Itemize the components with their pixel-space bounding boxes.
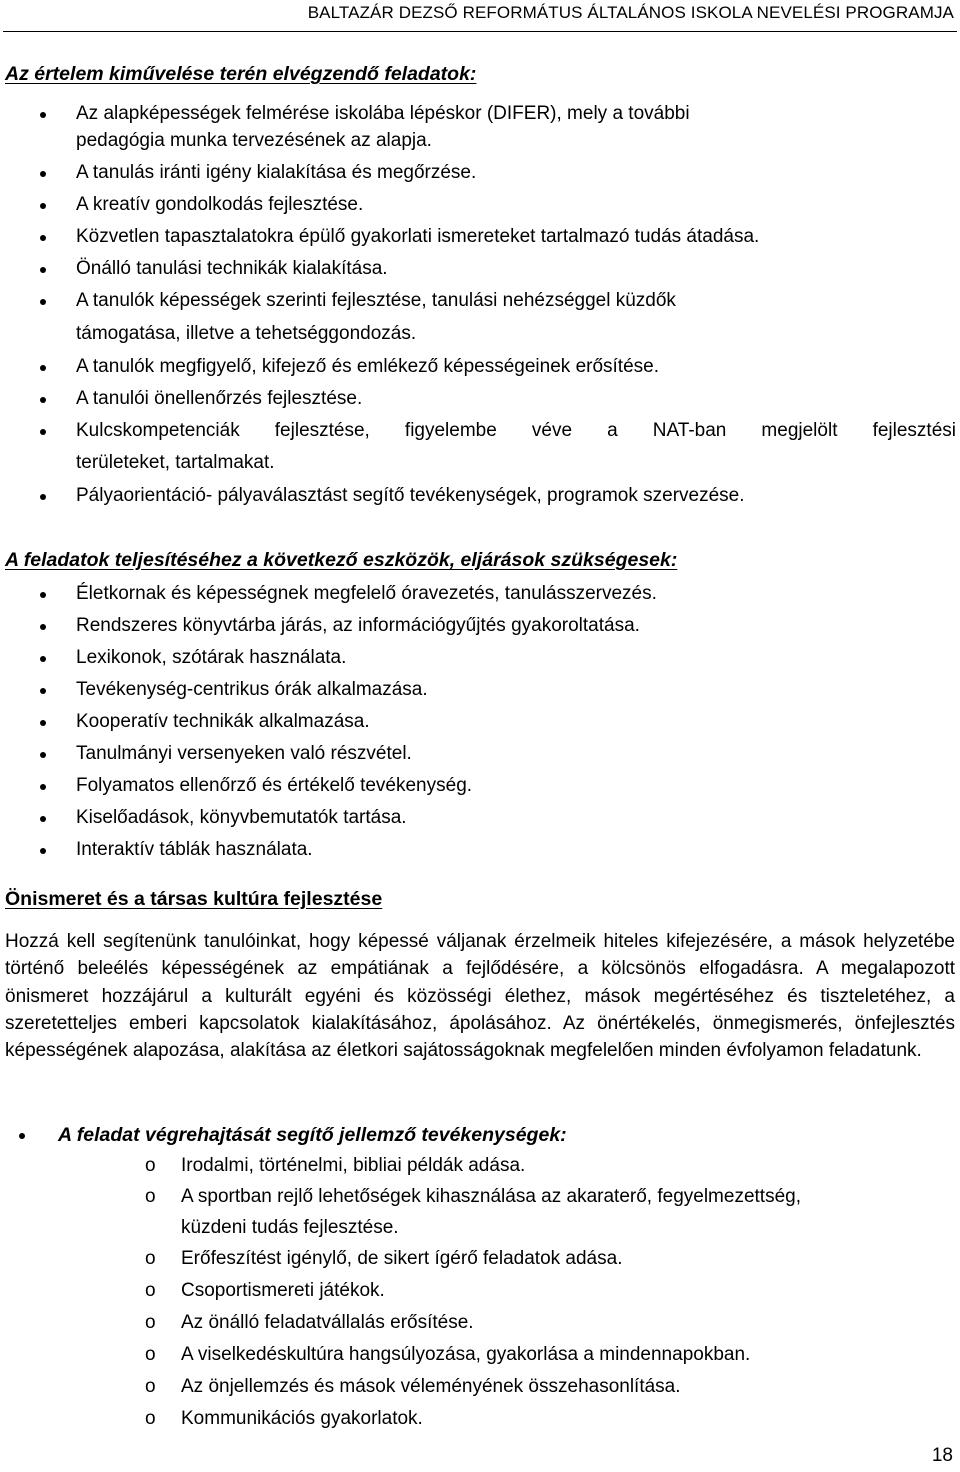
list-item-text: Kulcskompetenciák fejlesztése, figyelembe véve a NAT-ban megjelölt fejlesztési <box>76 420 956 441</box>
circle-bullet-icon: o <box>145 1312 156 1333</box>
section-title: A feladatok teljesítéséhez a következő eszközök, eljárások szükségesek: <box>5 549 678 571</box>
list-item: A tanulás iránti igény kialakítása és megőrzése. <box>0 157 960 189</box>
list-item-text: A viselkedéskultúra hangsúlyozása, gyakorlása a mindennapokban. <box>181 1344 751 1365</box>
activities-list <box>0 1150 960 1435</box>
body-paragraph: Hozzá kell segítenünk tanulóinkat, hogy képessé váljanak érzelmeik hiteles kifejezésére, a mások helyzetébe történő beleélés képességének az empátiának a fejlődésére, a kölcsönös elfogadásra. A megalapozott önismeret hozzájárul a kulturált egyéni és közösségi élethez, mások megértéséhez és tiszteletéhez, a szeretetteljes emberi kapcsolatok kialakításához, ápolásához. Az önértékelés, önmegismerés, önfejlesztés képességének alapozása, alakítása az életkori sajátosságoknak megfelelően minden évfolyamon feladatunk. <box>5 931 955 1062</box>
list-item: A tanulók képességek szerinti fejlesztése, tanulási nehézséggel küzdők <box>0 285 960 317</box>
list-item-text: A sportban rejlő lehetőségek kihasználása az akaraterő, fegyelmezettség, <box>181 1186 801 1207</box>
circle-bullet-icon: o <box>145 1186 156 1207</box>
list-item <box>0 1150 960 1181</box>
list-item <box>0 1275 960 1307</box>
section-intellect-list-2 <box>0 157 960 317</box>
section-intellect-tasks <box>0 58 960 90</box>
section-intellect-list-4 <box>0 480 960 512</box>
bullet-list <box>0 157 960 317</box>
activities-subheading: A feladat végrehajtását segítő jellemző tevékenységek: <box>0 1120 960 1150</box>
list-item-continuation: támogatása, illetve a tehetséggondozás. <box>76 323 417 344</box>
list-item-continuation: pedagógia munka tervezésének az alapja. <box>76 130 432 151</box>
list-item: Interaktív táblák használata. <box>0 834 960 866</box>
list-item: Kiselőadások, könyvbemutatók tartása. <box>0 802 960 834</box>
bullet-list <box>0 480 960 512</box>
header-divider <box>3 31 957 32</box>
list-item-text: Az alapképességek felmérése iskolába lépéskor (DIFER), mely a további <box>76 103 690 124</box>
section-tools <box>0 544 960 576</box>
list-item-text: Az önálló feladatvállalás erősítése. <box>181 1312 474 1333</box>
list-item: Folyamatos ellenőrző és értékelő tevékenység. <box>0 770 960 802</box>
list-item <box>0 1403 960 1435</box>
list-item: Kooperatív technikák alkalmazása. <box>0 706 960 738</box>
list-item <box>0 1371 960 1403</box>
list-item: A kreatív gondolkodás fejlesztése. <box>0 189 960 221</box>
sub-bullet-list <box>0 1150 960 1435</box>
document-header-title: BALTAZÁR DEZSŐ REFORMÁTUS ÁLTALÁNOS ISKOLA NEVELÉSI PROGRAMJA <box>307 3 954 22</box>
list-item <box>0 1307 960 1339</box>
section-intellect-list-3 <box>0 351 960 447</box>
section-self-knowledge <box>0 883 960 915</box>
list-item: Önálló tanulási technikák kialakítása. <box>0 253 960 285</box>
list-item <box>0 1339 960 1371</box>
list-item-text: Kommunikációs gyakorlatok. <box>181 1408 423 1429</box>
list-item: Tevékenység-centrikus órák alkalmazása. <box>0 674 960 706</box>
section-title: Önismeret és a társas kultúra fejlesztése <box>5 888 383 910</box>
list-item: Közvetlen tapasztalatokra épülő gyakorlati ismereteket tartalmazó tudás átadása. <box>0 221 960 253</box>
list-item <box>0 1243 960 1275</box>
list-item: Pályaorientáció- pályaválasztást segítő tevékenységek, programok szervezése. <box>0 480 960 512</box>
list-item-continuation <box>0 1212 960 1243</box>
list-item: Életkornak és képességnek megfelelő óravezetés, tanulásszervezés. <box>0 578 960 610</box>
list-item-text: küzdeni tudás fejlesztése. <box>181 1217 399 1238</box>
bullet-list <box>0 578 960 866</box>
list-item-text: Erőfeszítést igénylő, de sikert ígérő feladatok adása. <box>181 1248 623 1269</box>
section-self-knowledge-body <box>0 928 960 1064</box>
page-number: 18 <box>931 1445 953 1466</box>
activities-block <box>0 1120 960 1150</box>
list-item: A tanulói önellenőrzés fejlesztése. <box>0 383 960 415</box>
list-item: Tanulmányi versenyeken való részvétel. <box>0 738 960 770</box>
section-title: Az értelem kiművelése terén elvégzendő feladatok: <box>5 63 477 85</box>
section-tools-list <box>0 578 960 866</box>
list-item-text: Az önjellemzés és mások véleményének összehasonlítása. <box>181 1376 681 1397</box>
circle-bullet-icon: o <box>145 1376 156 1397</box>
bullet-list <box>0 351 960 447</box>
list-item: A tanulók megfigyelő, kifejező és emlékező képességeinek erősítése. <box>0 351 960 383</box>
list-item-text: Csoportismereti játékok. <box>181 1280 385 1301</box>
circle-bullet-icon: o <box>145 1280 156 1301</box>
list-item <box>0 415 960 447</box>
circle-bullet-icon: o <box>145 1408 156 1429</box>
circle-bullet-icon: o <box>145 1344 156 1365</box>
list-item-continuation: területeket, tartalmakat. <box>76 452 275 473</box>
circle-bullet-icon: o <box>145 1248 156 1269</box>
circle-bullet-icon: o <box>145 1155 156 1176</box>
list-item: Lexikonok, szótárak használata. <box>0 642 960 674</box>
list-item: Rendszeres könyvtárba járás, az információgyűjtés gyakoroltatása. <box>0 610 960 642</box>
list-item-text: Irodalmi, történelmi, bibliai példák adása. <box>181 1155 526 1176</box>
list-item <box>0 1181 960 1212</box>
